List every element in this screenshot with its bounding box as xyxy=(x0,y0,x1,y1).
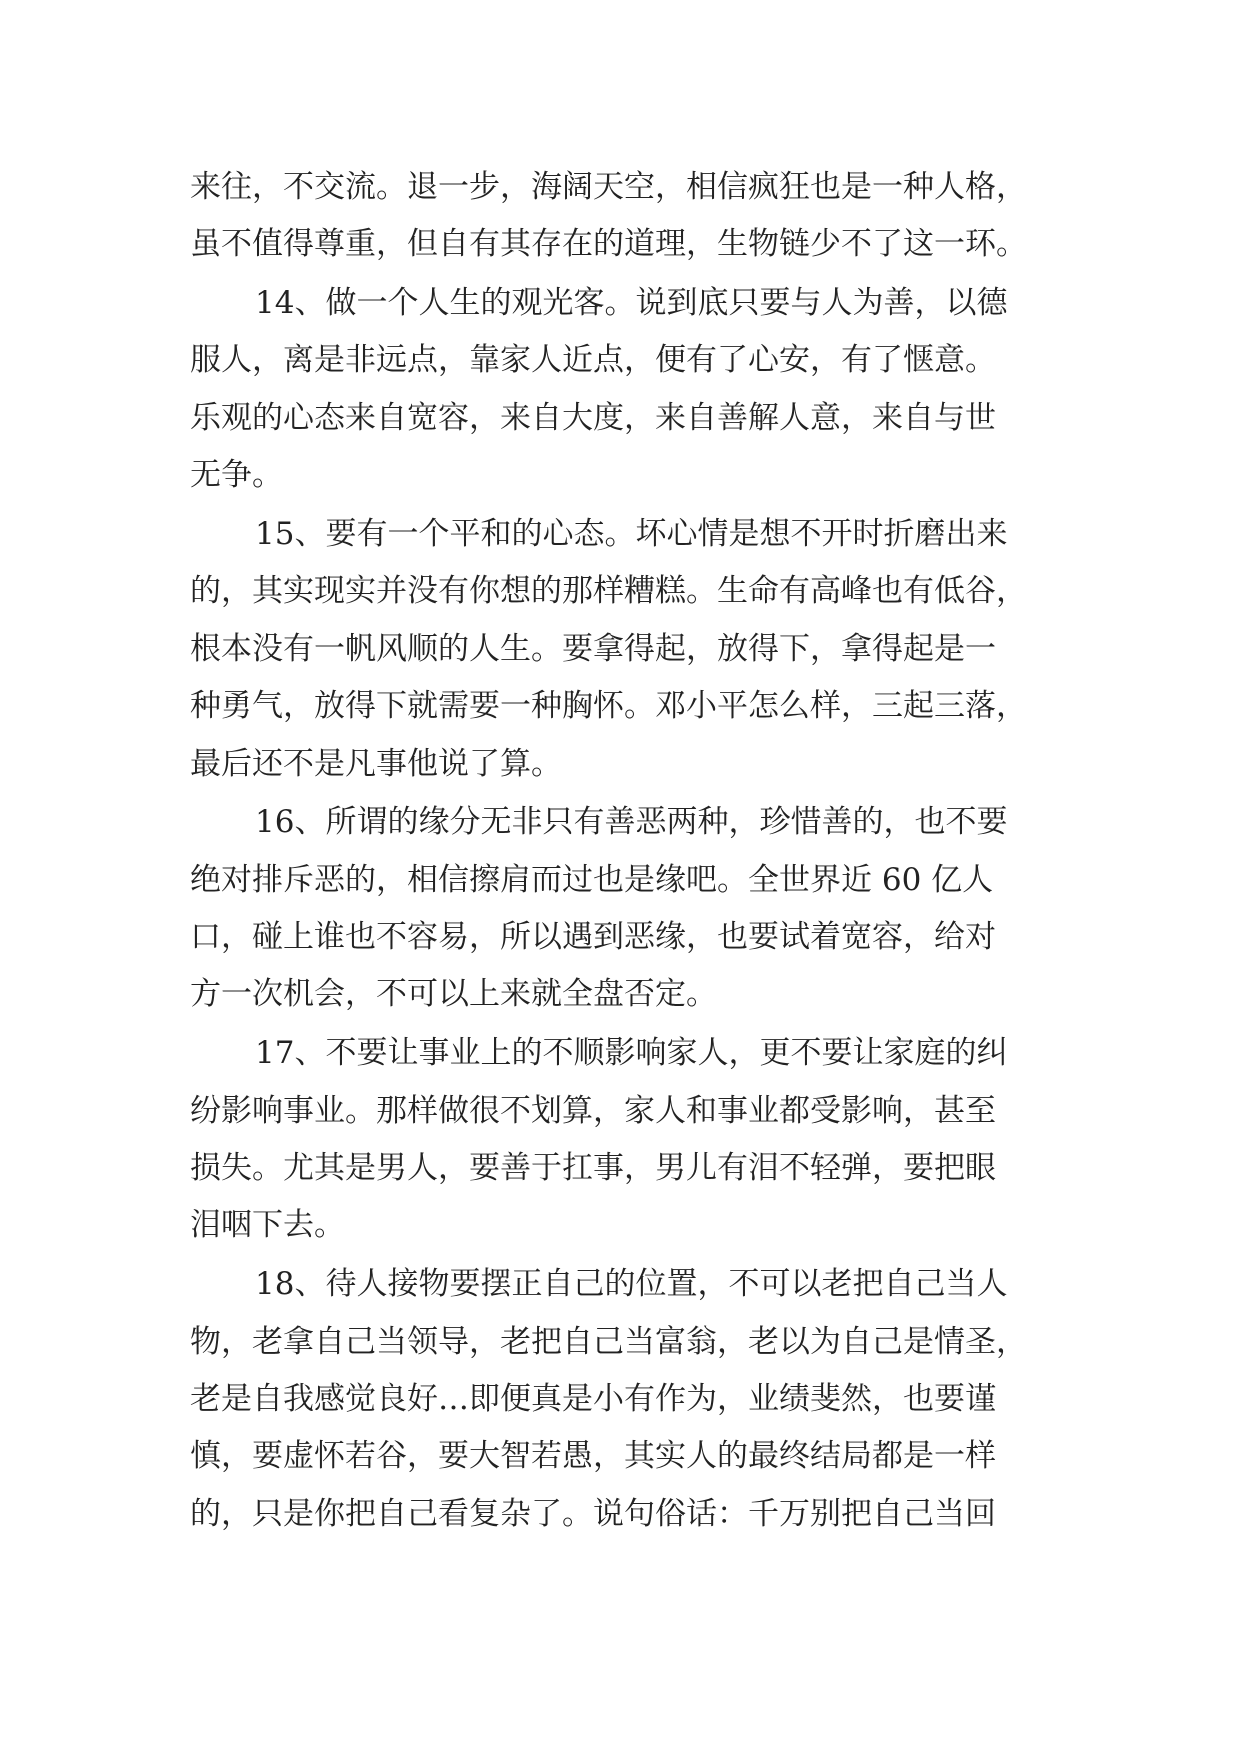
text-line: 最后还不是凡事他说了算。 xyxy=(190,746,562,782)
text-line: 纷影响事业。那样做很不划算，家人和事业都受影响，甚至 xyxy=(190,1093,996,1129)
text-line: 绝对排斥恶的，相信擦肩而过也是缘吧。全世界近 60 亿人 xyxy=(190,862,994,898)
text-line: 乐观的心态来自宽容，来自大度，来自善解人意，来自与世 xyxy=(190,400,996,436)
paragraph-14-start: 14、做一个人生的观光客。说到底只要与人为善，以德 xyxy=(255,285,1008,321)
text-line: 根本没有一帆风顺的人生。要拿得起，放得下，拿得起是一 xyxy=(190,631,996,667)
paragraph-15-start: 15、要有一个平和的心态。坏心情是想不开时折磨出来 xyxy=(255,516,1008,552)
text-line: 服人，离是非远点，靠家人近点，便有了心安，有了惬意。 xyxy=(190,342,996,378)
text-line: 的，只是你把自己看复杂了。说句俗话：千万别把自己当回 xyxy=(190,1496,996,1532)
text-line: 的，其实现实并没有你想的那样糟糕。生命有高峰也有低谷， xyxy=(190,573,1027,609)
paragraph-17-start: 17、不要让事业上的不顺影响家人，更不要让家庭的纠 xyxy=(255,1035,1008,1071)
text-line: 损失。尤其是男人，要善于扛事，男儿有泪不轻弹，要把眼 xyxy=(190,1150,996,1186)
paragraph-16-start: 16、所谓的缘分无非只有善恶两种，珍惜善的，也不要 xyxy=(255,804,1008,840)
text-line: 虽不值得尊重，但自有其存在的道理，生物链少不了这一环。 xyxy=(190,226,1027,262)
text-line: 慎，要虚怀若谷，要大智若愚，其实人的最终结局都是一样 xyxy=(190,1438,996,1474)
text-line: 无争。 xyxy=(190,457,283,493)
text-line: 泪咽下去。 xyxy=(190,1207,345,1243)
text-line: 来往，不交流。退一步，海阔天空，相信疯狂也是一种人格， xyxy=(190,169,1027,205)
text-line: 老是自我感觉良好…即便真是小有作为，业绩斐然，也要谨 xyxy=(190,1381,996,1417)
text-line: 方一次机会，不可以上来就全盘否定。 xyxy=(190,976,717,1012)
paragraph-18-start: 18、待人接物要摆正自己的位置，不可以老把自己当人 xyxy=(255,1266,1008,1302)
text-line: 物，老拿自己当领导，老把自己当富翁，老以为自己是情圣， xyxy=(190,1324,1027,1360)
text-line: 口，碰上谁也不容易，所以遇到恶缘，也要试着宽容，给对 xyxy=(190,919,996,955)
text-line: 种勇气，放得下就需要一种胸怀。邓小平怎么样，三起三落， xyxy=(190,688,1027,724)
